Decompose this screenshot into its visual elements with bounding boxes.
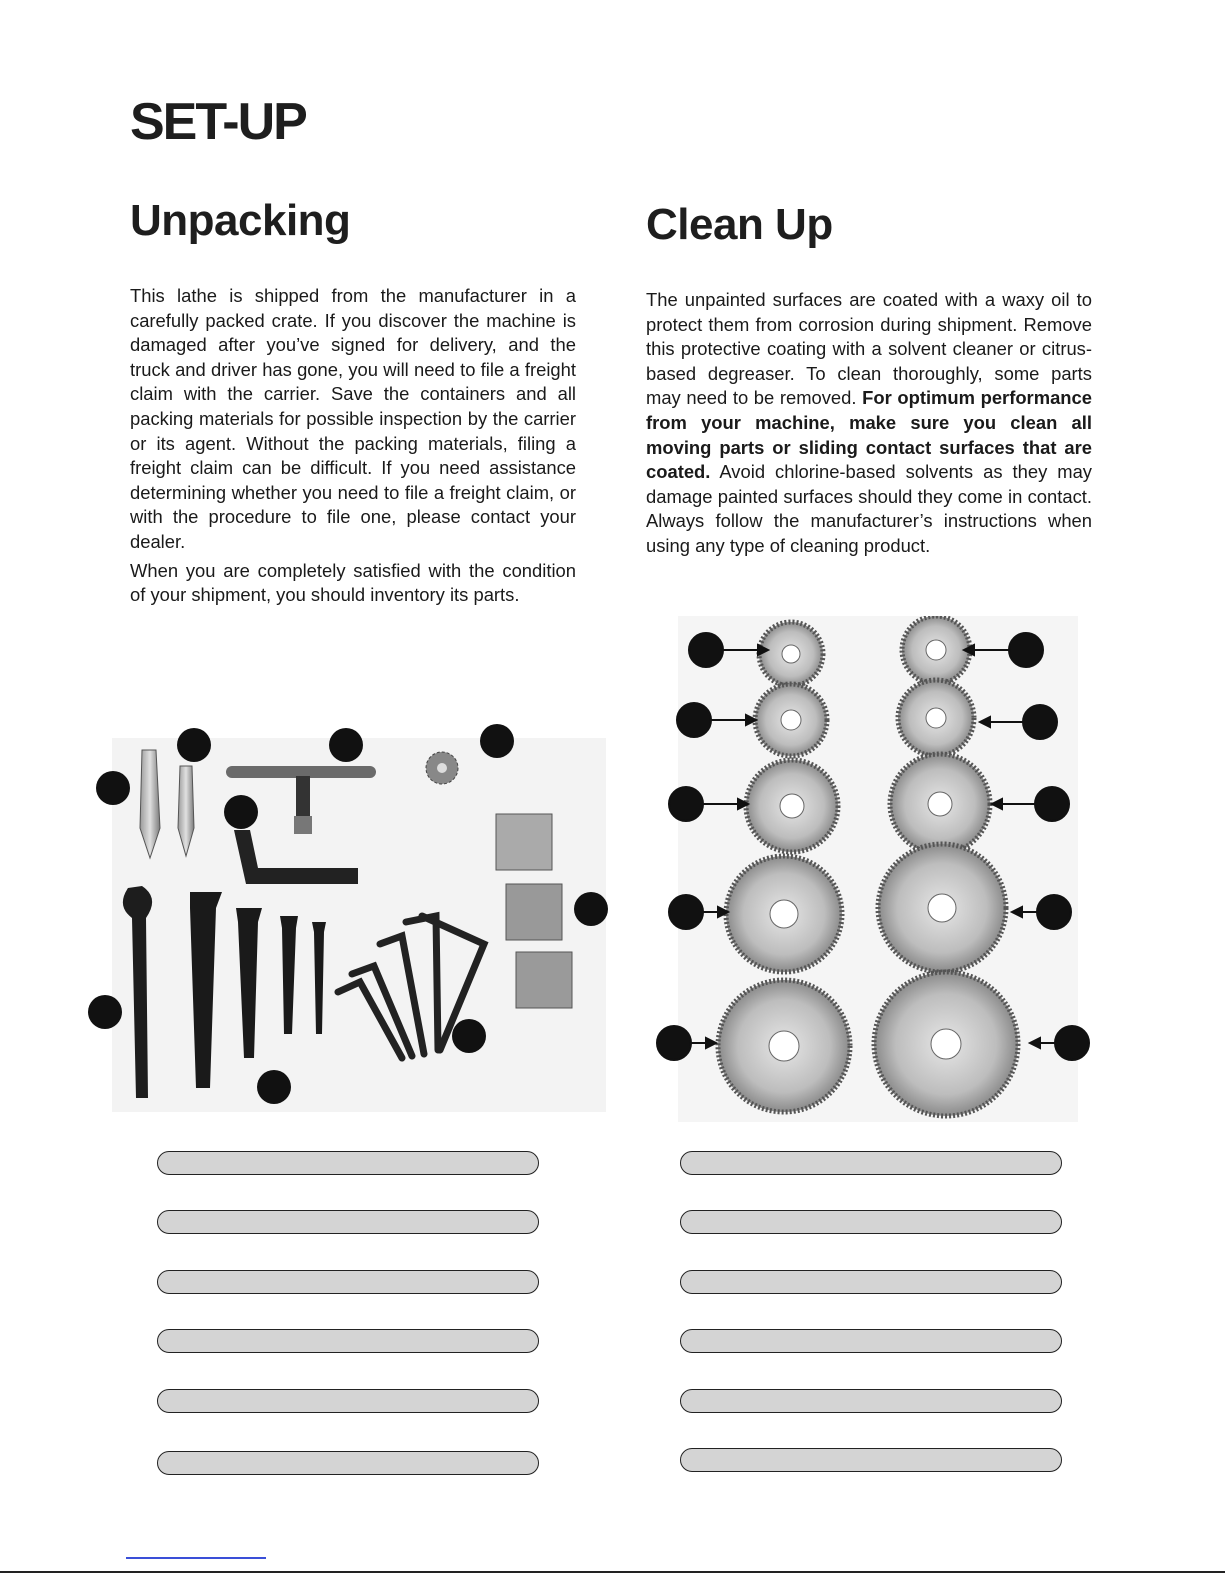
tools-photo [112,738,606,1112]
inventory-label-bar [680,1151,1062,1175]
callout-marker [329,728,363,762]
inventory-label-bar [680,1329,1062,1353]
cleanup-bold-note: For optimum performance from your machine, make sure you clean all moving parts or sliding contact surfaces that are coated. [646,387,1092,483]
inventory-label-bar [157,1151,539,1175]
inventory-label-bar [157,1389,539,1413]
inventory-label-bar [680,1448,1062,1472]
gear-icon [878,844,1006,972]
chuck-jaws-icon [496,814,572,1008]
gear-icon [902,616,970,684]
page-title: SET-UP [130,93,306,151]
dead-center-icon [140,750,194,858]
cleanup-heading: Clean Up [646,200,833,249]
callout-marker [96,771,130,805]
spanner-wrench-icon [123,886,152,1098]
callout-marker [452,1019,486,1053]
gears-photo [678,616,1078,1122]
callout-marker [574,892,608,926]
inventory-label-bar [680,1270,1062,1294]
callout-marker [480,724,514,758]
inventory-label-bar [157,1451,539,1475]
inventory-label-bar [157,1210,539,1234]
gear-icon [898,680,974,756]
open-end-wrenches-icon [190,892,326,1088]
unpacking-heading: Unpacking [130,196,351,245]
gear-icon [755,684,827,756]
unpacking-text [130,284,576,612]
footer-rule [0,1571,1225,1573]
footer-link-underline [126,1557,266,1559]
unpacking-paragraph-2: When you are completely satisfied with the condition of your shipment, you should inventory its parts. [130,559,576,606]
inventory-label-bar [157,1329,539,1353]
unpacking-paragraph-1: This lathe is shipped from the manufacturer in a carefully packed crate. If you discover the machine is damaged after you’ve signed for delivery, and the truck and driver has gone, you will need to file a freight claim with the carrier. Save the containers and all packing materials for possible inspection by the carrier or its agent. Without the packing materials, filing a freight claim can be difficult. If you need assistance determining whether you need to file a freight claim, or with the procedure to file one, please contact your dealer. [130,285,576,552]
cleanup-paragraph [646,288,1092,559]
inventory-label-bar [157,1270,539,1294]
small-gear-icon [426,752,458,784]
cleanup-intro: The unpainted surfaces are coated with a waxy oil to protect them from corrosion during shipment. Remove this protective coating with a solvent cleaner or citrus-based degreaser. To clean thoroughly, some parts may need to be removed. [646,289,1092,409]
inventory-label-bar [680,1210,1062,1234]
gear-icon [746,760,838,852]
inventory-label-bar [680,1389,1062,1413]
callout-marker [177,728,211,762]
cleanup-rest: Avoid chlorine-based solvents as they may damage painted surfaces should they come in contact. Always follow the manufacturer’s instructions when using any type of cleaning product. [646,461,1092,556]
cleanup-text [646,288,1092,563]
tools-illustration [112,738,606,1112]
callout-marker [88,995,122,1029]
change-gears-illustration [678,616,1078,1122]
gear-icon [759,622,823,686]
gear-icon [874,972,1018,1116]
l-wrench-icon [234,830,358,884]
callout-marker [257,1070,291,1104]
gear-icon [726,856,842,972]
gear-icon [718,980,850,1112]
gear-icon [890,754,990,854]
callout-marker [224,795,258,829]
